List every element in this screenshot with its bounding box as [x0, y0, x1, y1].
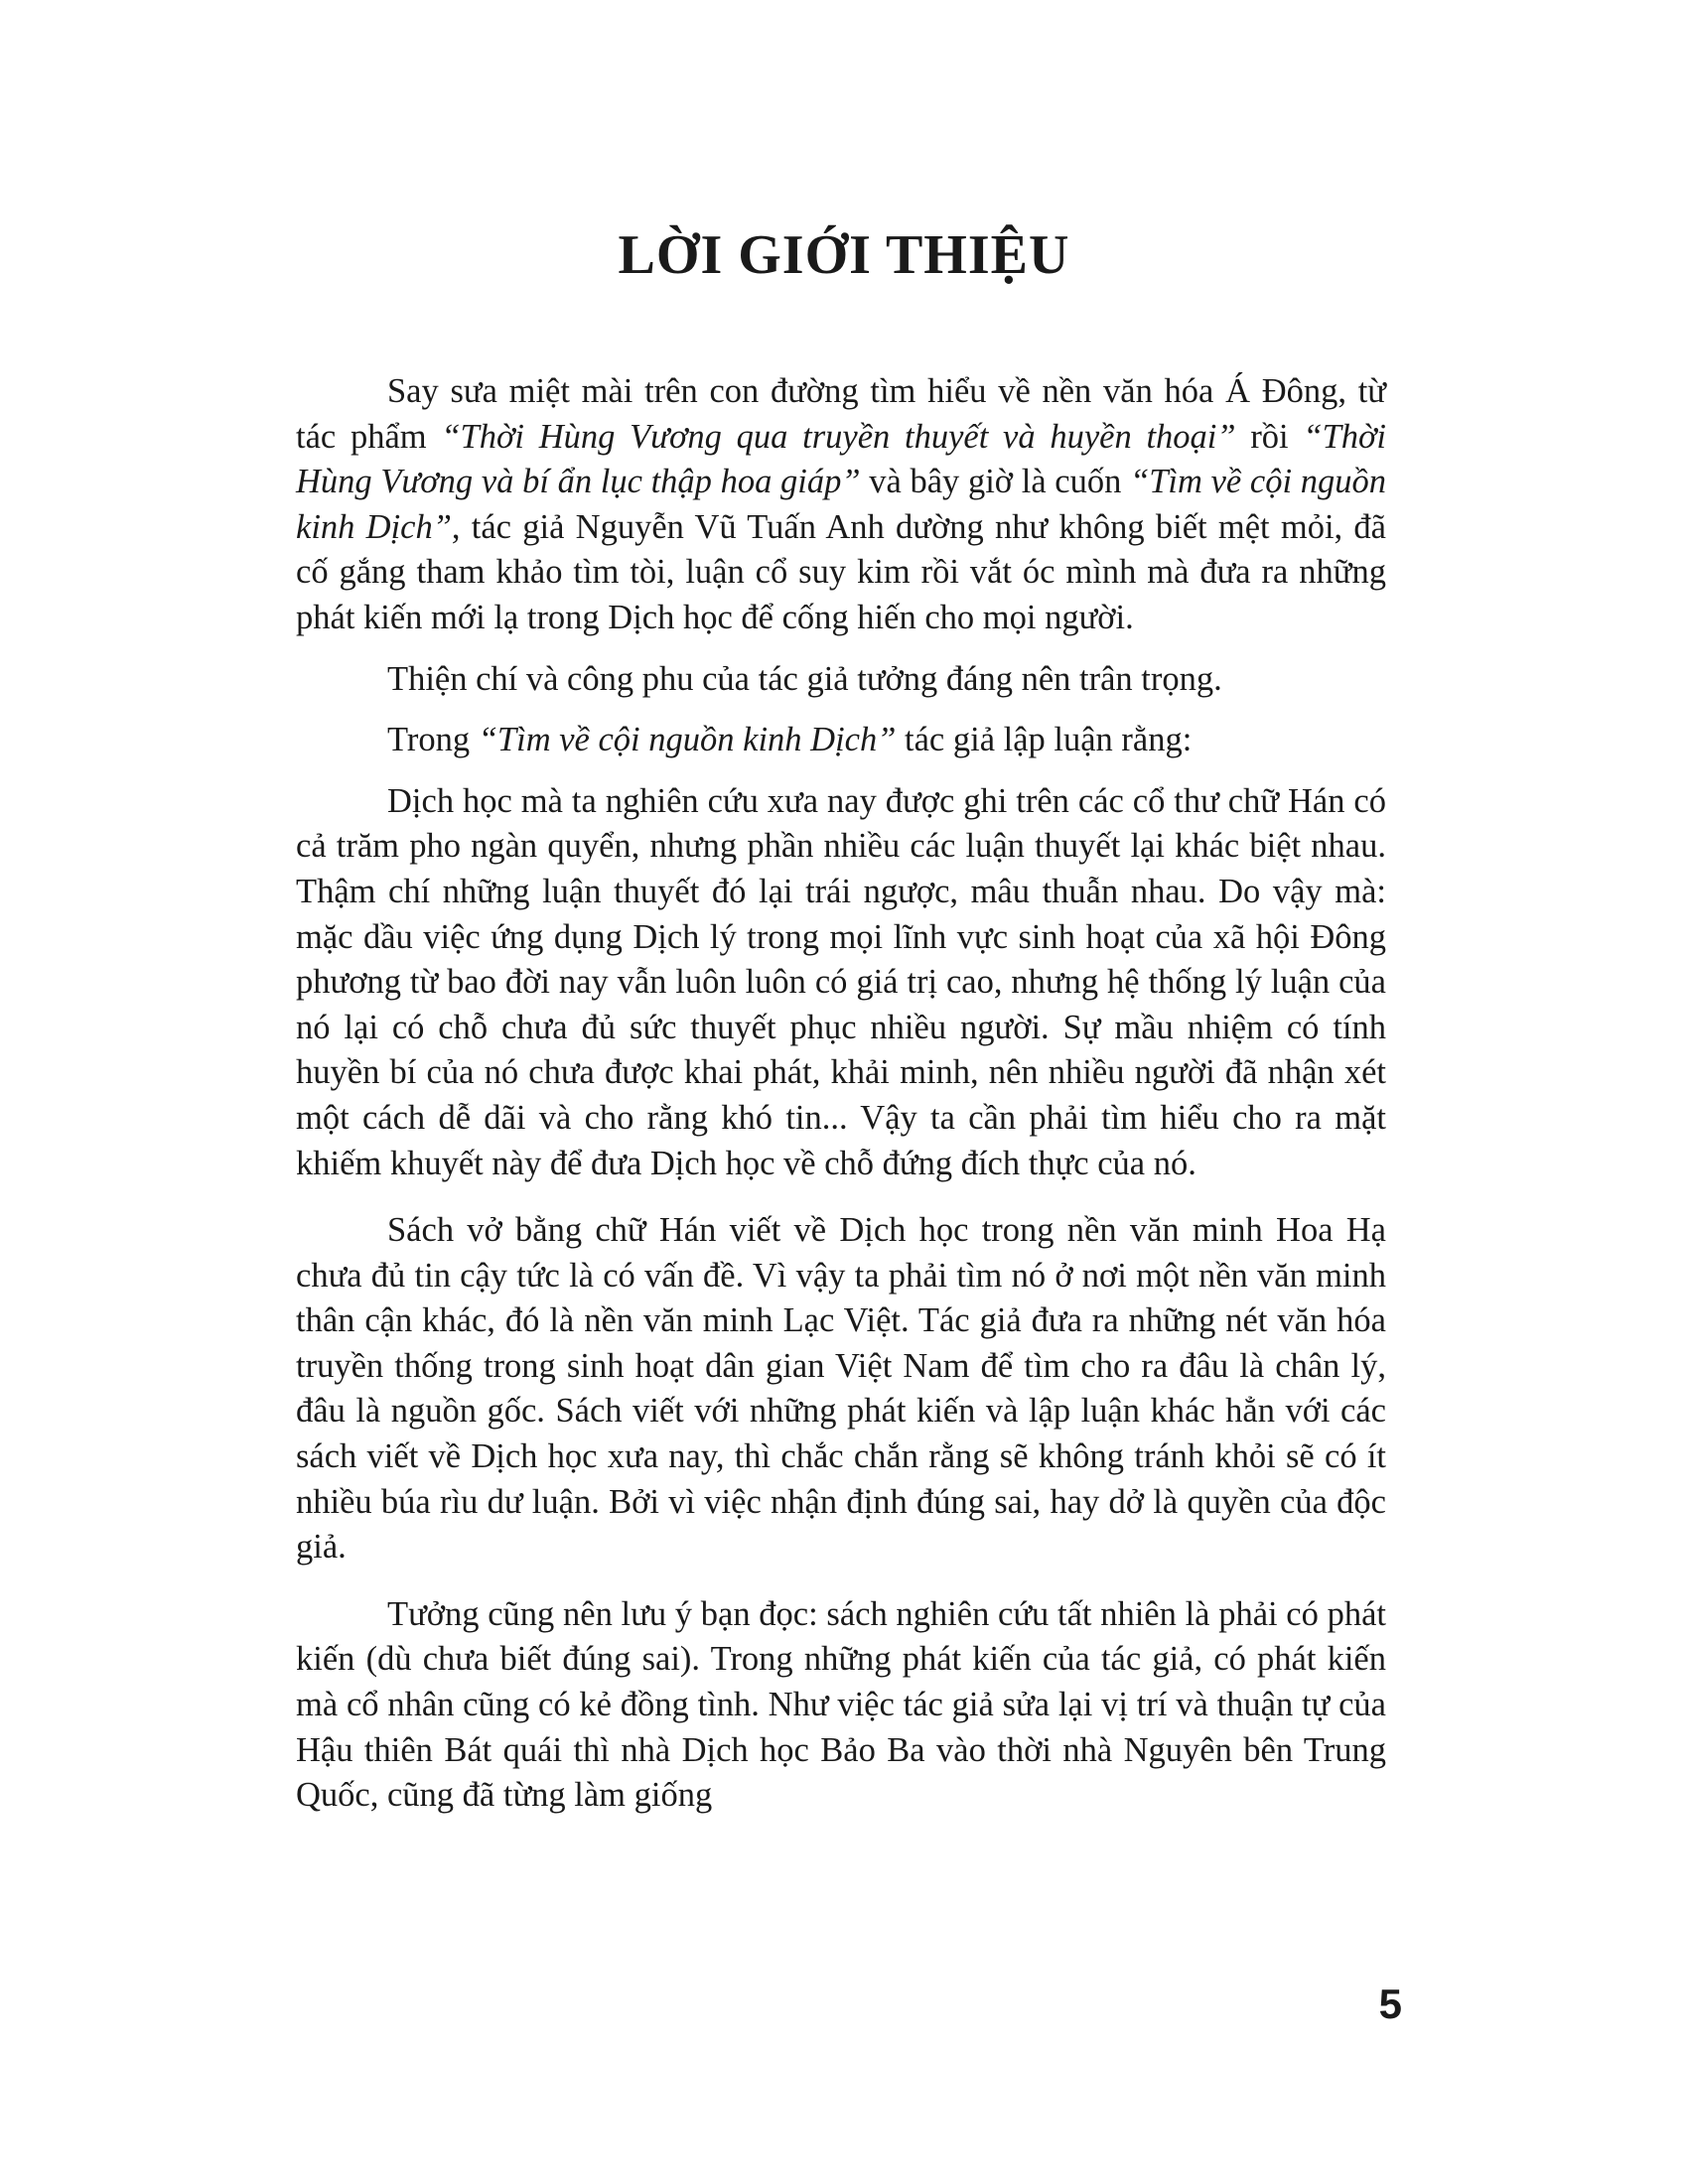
paragraph-1-text-c: rồi — [1235, 417, 1304, 456]
work-title-2: “Thời Hùng Vương và bí ẩn lục thập hoa giáp” — [296, 417, 1387, 501]
paragraph-3 — [296, 718, 1386, 763]
work-title-1: “Thời Hùng Vương qua truyền thuyết và huyền thoại” — [441, 417, 1236, 456]
paragraph-5: Sách vở bằng chữ Hán viết về Dịch học trong nền văn minh Hoa Hạ chưa đủ tin cậy tức là có vấn đề. Vì vậy ta phải tìm nó ở nơi một nền văn minh thân cận khác, đó là nền văn minh Lạc Việt. Tác giả đưa ra những nét văn hóa truyền thống trong sinh hoạt dân gian Việt Nam để tìm cho ra đâu là chân lý, đâu là nguồn gốc. Sách viết với những phát kiến và lập luận khác hẳn với các sách viết về Dịch học xưa nay, thì chắc chắn rằng sẽ không tránh khỏi sẽ có ít nhiều búa rìu dư luận. Bởi vì việc nhận định đúng sai, hay dở là quyền của độc giả. — [296, 1211, 1386, 1567]
page-title: LỜI GIỚI THIỆU — [618, 224, 1070, 286]
work-title-3: “Tìm về cội nguồn kinh Dịch” — [296, 463, 1386, 546]
paragraph-1-text-e: và bây giờ là cuốn — [860, 463, 1131, 501]
paragraph-1-text-g: , tác giả Nguyễn Vũ Tuấn Anh dường như không biết mệt mỏi, đã cố gắng tham khảo tìm tòi, luận cổ suy kim rồi vắt óc mình mà đưa ra những phát kiến mới lạ trong Dịch học để cống hiến cho mọi người. — [296, 507, 1386, 636]
paragraph-1-text-a: Say sưa miệt mài trên con đường tìm hiểu về nền văn hóa Á Đông, từ tác phẩm — [296, 372, 1386, 456]
paragraph-3-text-a: Trong — [387, 721, 479, 759]
paragraph-6: Tưởng cũng nên lưu ý bạn đọc: sách nghiên cứu tất nhiên là phải có phát kiến (dù chưa biết đúng sai). Trong những phát kiến của tác giả, có phát kiến mà cổ nhân cũng có kẻ đồng tình. Như việc tác giả sửa lại vị trí và thuận tự của Hậu thiên Bát quái thì nhà Dịch học Bảo Ba vào thời nhà Nguyên bên Trung Quốc, cũng đã từng làm giống — [296, 1594, 1386, 1815]
paragraph-2: Thiện chí và công phu của tác giả tưởng đáng nên trân trọng. — [387, 659, 1222, 698]
work-title-4: “Tìm về cội nguồn kinh Dịch” — [478, 721, 897, 759]
body-text — [296, 369, 1386, 1841]
page-number: 5 — [1378, 1980, 1402, 2027]
paragraph-1 — [296, 369, 1386, 641]
paragraph-3-text-c: tác giả lập luận rằng: — [896, 721, 1193, 759]
paragraph-4: Dịch học mà ta nghiên cứu xưa nay được ghi trên các cổ thư chữ Hán có cả trăm pho ngàn quyển, nhưng phần nhiều các luận thuyết lại khác biệt nhau. Thậm chí những luận thuyết đó lại trái ngược, mâu thuẫn nhau. Do vậy mà: mặc dầu việc ứng dụng Dịch lý trong mọi lĩnh vực sinh hoạt của xã hội Đông phương từ bao đời nay vẫn luôn luôn có giá trị cao, nhưng hệ thống lý luận của nó lại có chỗ chưa đủ sức thuyết phục nhiều người. Sự mầu nhiệm có tính huyền bí của nó chưa được khai phát, khải minh, nên nhiều người đã nhận xét một cách dễ dãi và cho rằng khó tin... Vậy ta cần phải tìm hiểu cho ra mặt khiếm khuyết này để đưa Dịch học về chỗ đứng đích thực của nó. — [296, 781, 1386, 1182]
